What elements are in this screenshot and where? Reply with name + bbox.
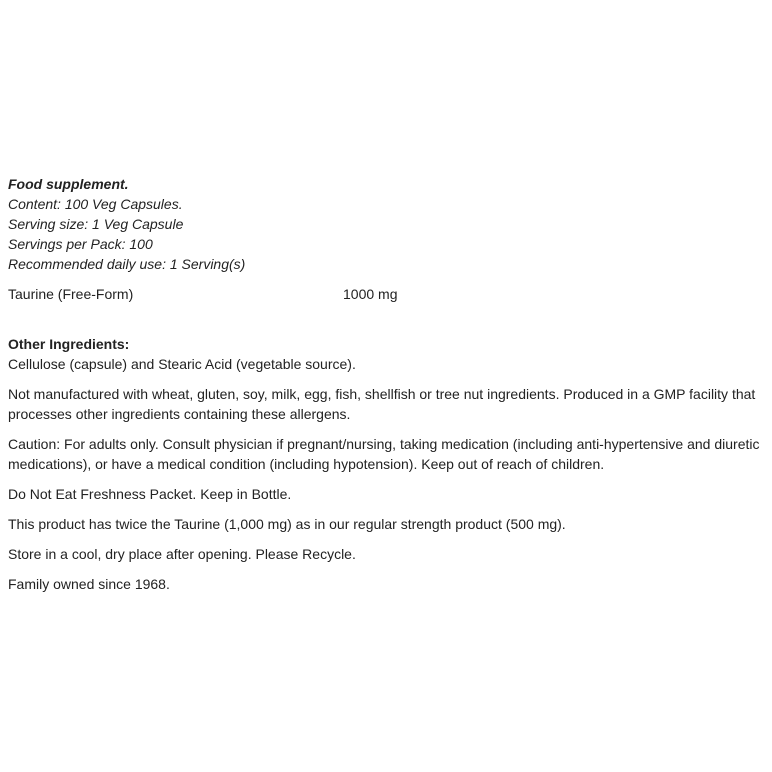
recommended-daily-use: Recommended daily use: 1 Serving(s) bbox=[8, 256, 246, 272]
facts-ingredient-name: Taurine (Free-Form) bbox=[8, 286, 134, 302]
family-note bbox=[8, 574, 768, 594]
other-ingredients-section bbox=[8, 334, 768, 374]
supplement-heading: Food supplement. bbox=[8, 176, 129, 192]
facts-row bbox=[8, 284, 768, 304]
content-count: Content: 100 Veg Capsules. bbox=[8, 196, 183, 212]
storage-note bbox=[8, 544, 768, 564]
caution-line-1: Caution: For adults only. Consult physician if pregnant/nursing, taking medication (including anti-hypertensive and diuretic bbox=[8, 436, 760, 452]
strength-note bbox=[8, 514, 768, 534]
storage-text: Store in a cool, dry place after opening. Please Recycle. bbox=[8, 546, 356, 562]
other-ingredients-text: Cellulose (capsule) and Stearic Acid (vegetable source). bbox=[8, 356, 356, 372]
freshness-note bbox=[8, 484, 768, 504]
facts-ingredient-amount: 1000 mg bbox=[343, 286, 398, 302]
freshness-text: Do Not Eat Freshness Packet. Keep in Bottle. bbox=[8, 486, 292, 502]
strength-text: This product has twice the Taurine (1,000 mg) as in our regular strength product (500 mg). bbox=[8, 516, 566, 532]
servings-per-pack: Servings per Pack: 100 bbox=[8, 236, 153, 252]
product-description bbox=[8, 174, 768, 594]
allergen-line-2: processes other ingredients containing these allergens. bbox=[8, 406, 351, 422]
allergen-line-1: Not manufactured with wheat, gluten, soy, milk, egg, fish, shellfish or tree nut ingredients. Produced in a GMP facility that bbox=[8, 386, 756, 402]
allergen-statement bbox=[8, 384, 768, 424]
caution-line-2: medications), or have a medical condition (including hypotension). Keep out of reach of children. bbox=[8, 456, 605, 472]
other-ingredients-heading: Other Ingredients: bbox=[8, 336, 130, 352]
family-text: Family owned since 1968. bbox=[8, 576, 170, 592]
supplement-info bbox=[8, 174, 768, 274]
caution-statement bbox=[8, 434, 768, 474]
serving-size: Serving size: 1 Veg Capsule bbox=[8, 216, 184, 232]
